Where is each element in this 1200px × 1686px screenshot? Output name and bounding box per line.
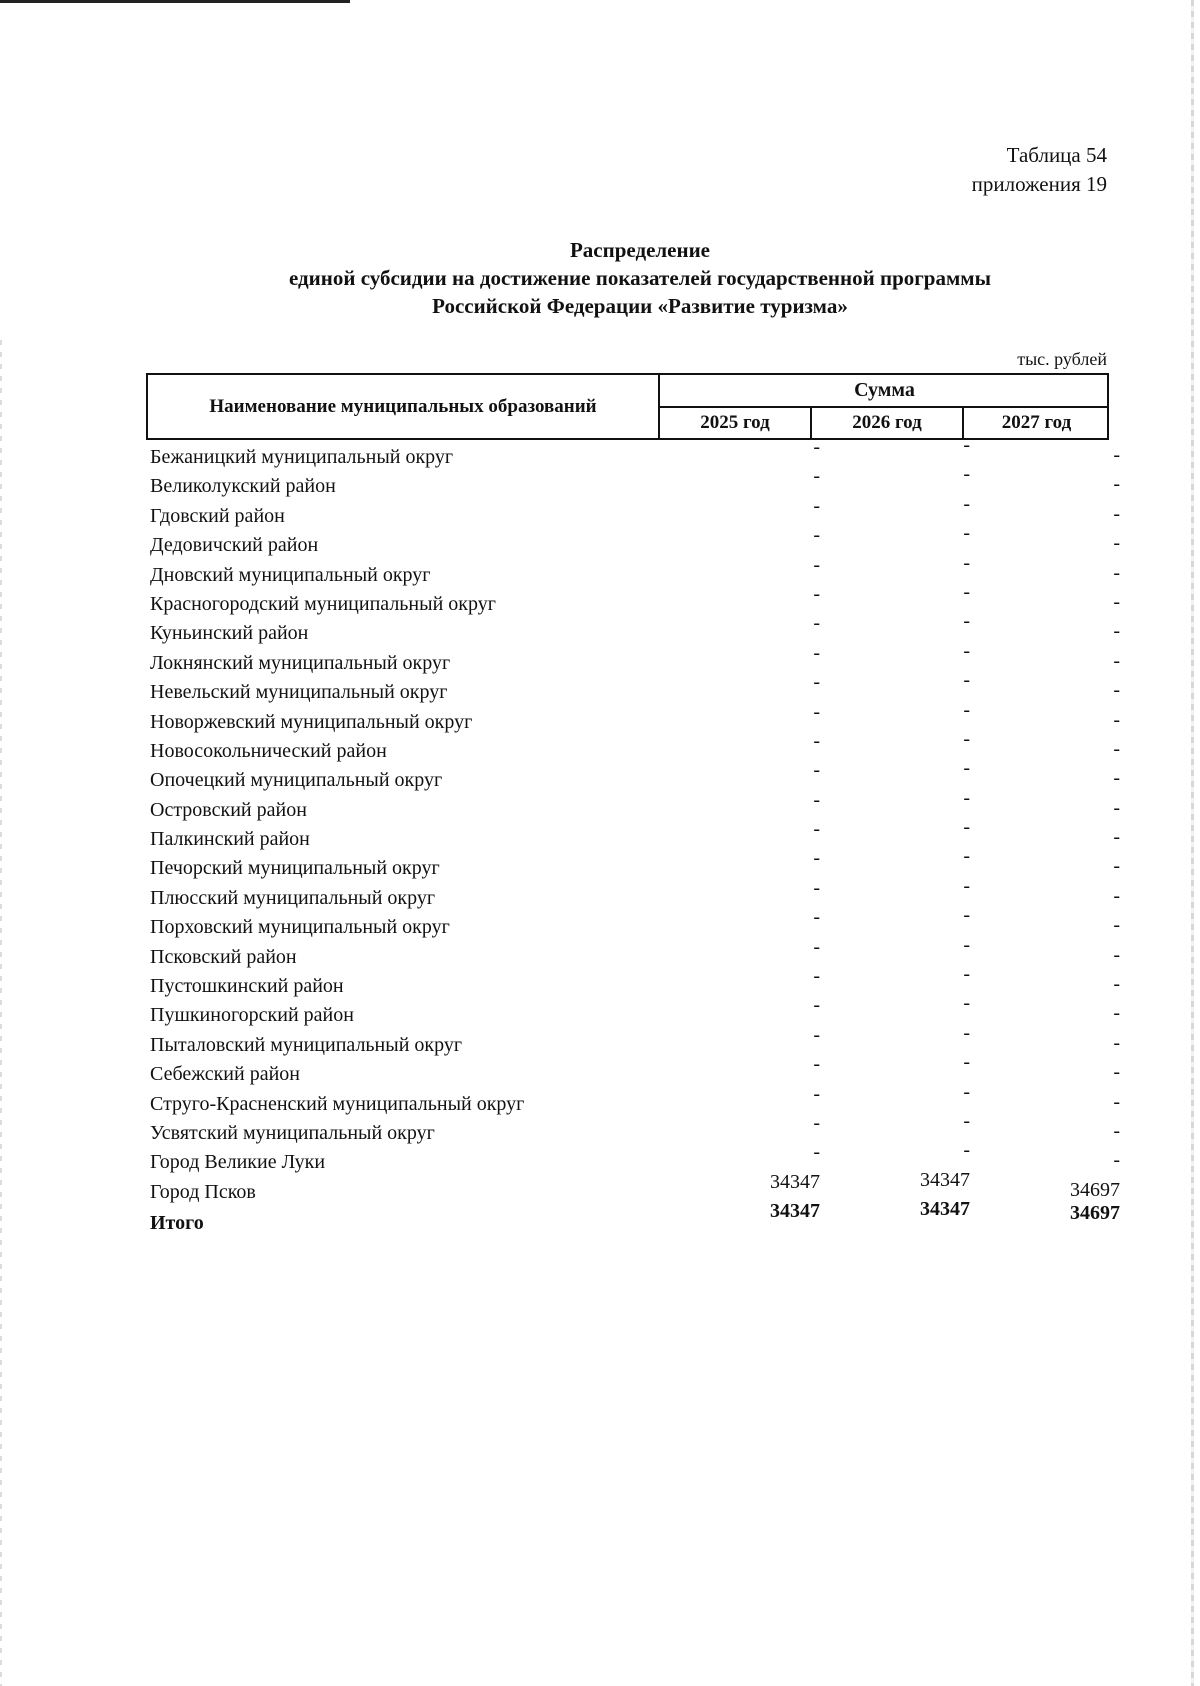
amount-2025: - bbox=[813, 847, 820, 870]
table-row bbox=[150, 551, 1120, 591]
amount-2025: - bbox=[813, 436, 820, 458]
table-row bbox=[150, 816, 1120, 855]
table-row bbox=[150, 904, 1120, 943]
table-row bbox=[150, 845, 1120, 884]
table-row bbox=[150, 1139, 1120, 1178]
municipality-name: Островский район bbox=[150, 798, 307, 821]
amount-2025: - bbox=[813, 553, 820, 576]
municipality-name: Пыталовский муниципальный округ bbox=[150, 1033, 463, 1056]
amount-2027: - bbox=[1113, 884, 1120, 907]
amount-2025: - bbox=[813, 524, 820, 547]
municipality-name: Палкинский район bbox=[150, 828, 310, 851]
total-amount-2027: 34697 bbox=[1070, 1202, 1120, 1225]
amount-2027: - bbox=[1113, 502, 1120, 525]
amount-2027: - bbox=[1113, 855, 1120, 878]
title-line-2: единой субсидии на достижение показателей государственной программы bbox=[289, 266, 991, 290]
municipality-name: Куньинский район bbox=[150, 622, 309, 645]
title-line-3: Российской Федерации «Развитие туризма» bbox=[432, 294, 848, 318]
amount-2027: - bbox=[1113, 973, 1120, 996]
municipality-name: Город Великие Луки bbox=[150, 1151, 326, 1174]
amount-2025: - bbox=[813, 935, 820, 958]
amount-2026: - bbox=[963, 727, 970, 750]
amount-2025: - bbox=[813, 818, 820, 841]
amount-2025: - bbox=[813, 641, 820, 664]
amount-2025: - bbox=[813, 788, 820, 811]
amount-2027: - bbox=[1113, 708, 1120, 731]
municipality-name: Невельский муниципальный округ bbox=[150, 681, 448, 704]
amount-2025: - bbox=[813, 1053, 820, 1076]
table-body bbox=[150, 434, 1120, 1238]
table-row bbox=[150, 992, 1120, 1031]
table-number: Таблица 54 bbox=[1006, 143, 1107, 167]
amount-2026: - bbox=[963, 551, 970, 574]
amount-2026: - bbox=[963, 669, 970, 692]
amount-2027: - bbox=[1113, 590, 1120, 613]
amount-2025: - bbox=[813, 729, 820, 752]
municipality-name: Порховский муниципальный округ bbox=[150, 916, 450, 939]
amount-2025: - bbox=[813, 965, 820, 988]
table-header bbox=[146, 373, 1109, 440]
table-row bbox=[150, 492, 1120, 532]
amount-2027: - bbox=[1113, 796, 1120, 819]
table-row bbox=[150, 522, 1120, 561]
header-sum: Сумма bbox=[854, 379, 915, 401]
amount-2025: - bbox=[813, 876, 820, 899]
amount-2026: - bbox=[963, 874, 970, 897]
table-row bbox=[150, 727, 1120, 767]
amount-2025: - bbox=[813, 700, 820, 723]
amount-2025: - bbox=[813, 759, 820, 782]
amount-2027: - bbox=[1113, 473, 1120, 496]
amount-2027: - bbox=[1113, 444, 1120, 466]
amount-2027: - bbox=[1113, 1031, 1120, 1054]
amount-2027: - bbox=[1113, 649, 1120, 672]
amount-2026: - bbox=[963, 845, 970, 868]
municipality-name: Дновский муниципальный округ bbox=[150, 563, 431, 586]
table-row bbox=[150, 757, 1120, 796]
amount-2027: - bbox=[1113, 1061, 1120, 1084]
amount-2026: - bbox=[963, 786, 970, 809]
amount-2026: - bbox=[963, 1051, 970, 1074]
municipality-name: Новоржевский муниципальный округ bbox=[150, 710, 473, 733]
municipality-name: Красногородский муниципальный округ bbox=[150, 592, 496, 615]
amount-2025: - bbox=[813, 612, 820, 635]
municipality-name: Великолукский район bbox=[150, 475, 336, 498]
municipality-name: Город Псков bbox=[150, 1180, 256, 1203]
amount-2025: - bbox=[813, 1023, 820, 1046]
amount-2026: - bbox=[963, 698, 970, 721]
amount-2027: - bbox=[1113, 620, 1120, 643]
amount-2027: - bbox=[1113, 767, 1120, 790]
amount-2025: - bbox=[813, 671, 820, 694]
table-row bbox=[150, 786, 1120, 826]
amount-2027: - bbox=[1113, 943, 1120, 966]
table-row bbox=[150, 698, 1120, 738]
table-reference bbox=[972, 141, 1107, 199]
amount-2026: - bbox=[963, 1139, 970, 1162]
amount-2026: - bbox=[963, 1080, 970, 1103]
amount-2027: - bbox=[1113, 532, 1120, 555]
municipality-name: Плюсский муниципальный округ bbox=[150, 886, 436, 909]
amount-2026: - bbox=[963, 522, 970, 545]
amount-2026: - bbox=[963, 963, 970, 986]
table-row bbox=[150, 933, 1120, 973]
amount-2025: - bbox=[813, 1111, 820, 1134]
municipality-name: Пустошкинский район bbox=[150, 975, 344, 998]
header-year-2025: 2025 год bbox=[700, 412, 770, 433]
table-row bbox=[150, 1051, 1120, 1090]
table-row bbox=[150, 1109, 1120, 1149]
amount-2026: - bbox=[963, 757, 970, 780]
table-row bbox=[150, 639, 1120, 679]
table-row bbox=[150, 874, 1120, 914]
amount-2025: 34347 bbox=[770, 1170, 820, 1193]
header-year-2026: 2026 год bbox=[852, 412, 922, 433]
title-line-1: Распределение bbox=[569, 238, 711, 262]
amount-2025: - bbox=[813, 1082, 820, 1105]
amount-2026: - bbox=[963, 1109, 970, 1132]
amount-2027: - bbox=[1113, 914, 1120, 937]
amount-2026: - bbox=[963, 610, 970, 633]
table-row bbox=[150, 669, 1120, 708]
amount-2025: - bbox=[813, 906, 820, 929]
amount-2027: - bbox=[1113, 1090, 1120, 1113]
scan-edge-right bbox=[1191, 0, 1194, 1686]
amount-2027: - bbox=[1113, 826, 1120, 849]
amount-2025: - bbox=[813, 465, 820, 488]
amount-2026: - bbox=[963, 580, 970, 603]
amount-2026: - bbox=[963, 434, 970, 456]
header-year-2027: 2027 год bbox=[1001, 412, 1072, 433]
header-municipality-name: Наименование муниципальных образований bbox=[209, 395, 597, 417]
table-row bbox=[150, 463, 1120, 502]
municipality-name: Усвятский муниципальный округ bbox=[150, 1121, 435, 1144]
table-row bbox=[150, 580, 1120, 620]
amount-2025: - bbox=[813, 994, 820, 1017]
total-amount-2025: 34347 bbox=[770, 1200, 820, 1223]
amount-2027: - bbox=[1113, 1149, 1120, 1172]
municipality-name: Бежаницкий муниципальный округ bbox=[150, 446, 454, 468]
amount-2027: 34697 bbox=[1070, 1178, 1120, 1201]
municipality-name: Пушкиногорский район bbox=[150, 1004, 354, 1027]
unit-label: тыс. рублей bbox=[1017, 349, 1107, 369]
municipality-name: Псковский район bbox=[150, 945, 297, 968]
municipality-name: Опочецкий муниципальный округ bbox=[150, 769, 443, 792]
amount-2027: - bbox=[1113, 561, 1120, 584]
appendix-number: приложения 19 bbox=[971, 172, 1107, 196]
table-row bbox=[150, 1080, 1120, 1120]
municipality-name: Струго-Красненский муниципальный округ bbox=[150, 1092, 525, 1115]
total-label: Итого bbox=[150, 1212, 204, 1235]
scan-edge-left bbox=[0, 340, 2, 1686]
amount-2026: - bbox=[963, 492, 970, 515]
total-row bbox=[150, 1198, 1120, 1238]
amount-2027: - bbox=[1113, 1002, 1120, 1025]
amount-2027: - bbox=[1113, 679, 1120, 702]
amount-2026: - bbox=[963, 904, 970, 927]
municipality-name: Себежский район bbox=[150, 1063, 300, 1086]
amount-2026: - bbox=[963, 463, 970, 486]
amount-2027: - bbox=[1113, 737, 1120, 760]
amount-2025: - bbox=[813, 1141, 820, 1164]
table-row bbox=[150, 610, 1120, 649]
total-amount-2026: 34347 bbox=[920, 1198, 970, 1221]
amount-2026: 34347 bbox=[920, 1168, 970, 1191]
table-row bbox=[150, 1021, 1120, 1061]
amount-2025: - bbox=[813, 582, 820, 605]
amount-2026: - bbox=[963, 1021, 970, 1044]
amount-2026: - bbox=[963, 992, 970, 1015]
municipality-name: Локнянский муниципальный округ bbox=[150, 651, 451, 674]
amount-2026: - bbox=[963, 816, 970, 839]
table-row bbox=[150, 434, 1120, 473]
municipality-name: Гдовский район bbox=[150, 504, 285, 527]
municipality-name: Печорский муниципальный округ bbox=[150, 857, 440, 880]
table-row bbox=[150, 1168, 1120, 1208]
amount-2025: - bbox=[813, 494, 820, 517]
municipality-name: Новосокольнический район bbox=[150, 739, 387, 762]
amount-2026: - bbox=[963, 639, 970, 662]
scan-edge-top bbox=[0, 0, 350, 3]
amount-2026: - bbox=[963, 933, 970, 956]
document-title bbox=[140, 236, 1140, 320]
municipality-name: Дедовичский район bbox=[150, 534, 319, 557]
amount-2027: - bbox=[1113, 1119, 1120, 1142]
table-row bbox=[150, 963, 1120, 1002]
